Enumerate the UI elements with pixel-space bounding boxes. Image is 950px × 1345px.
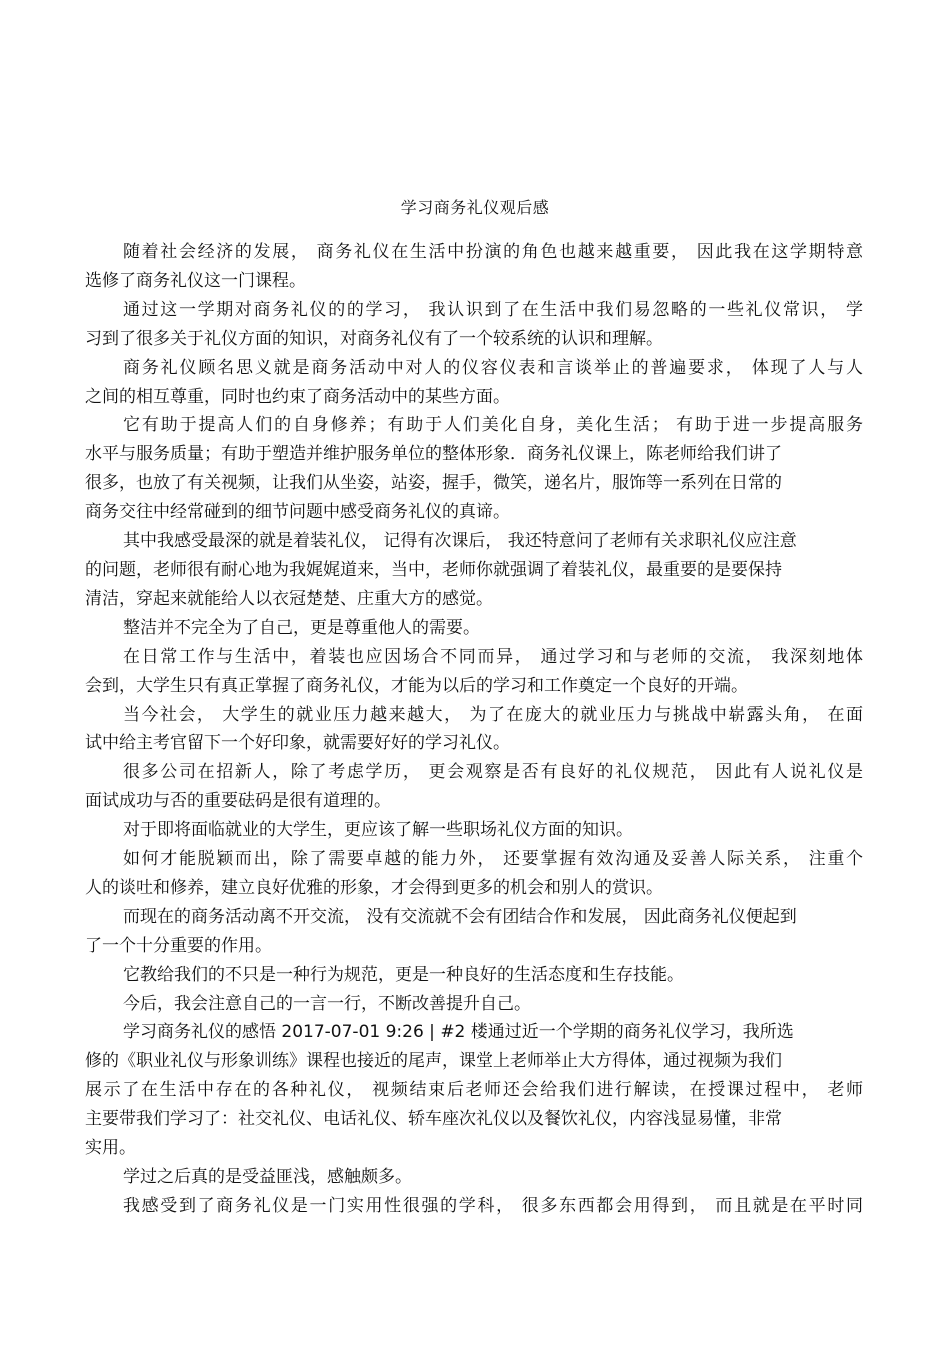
text-line: 的问题，老师很有耐心地为我娓娓道来，当中，老师你就强调了着装礼仪，最重要的是要保持 xyxy=(85,559,782,580)
text-line: 它有助于提高人们的自身修养；有助于人们美化自身，美化生活； 有助于进一步提高服务 xyxy=(123,415,863,436)
text-line: 展示了在生活中存在的各种礼仪， 视频结束后老师还会给我们进行解读，在授课过程中， 老师 xyxy=(85,1080,863,1101)
text-line: 学习商务礼仪的感悟 2017-07-01 9:26 | #2 楼通过近一个学期的商务礼仪学习，我所选 xyxy=(123,1022,794,1043)
text-line: 当今社会， 大学生的就业压力越来越大， 为了在庞大的就业压力与挑战中崭露头角， 在面 xyxy=(123,704,863,725)
text-line: 会到，大学生只有真正掌握了商务礼仪，才能为以后的学习和工作奠定一个良好的开端。 xyxy=(85,675,748,696)
document-title: 学习商务礼仪观后感 xyxy=(400,198,550,217)
text-line: 选修了商务礼仪这一门课程。 xyxy=(85,270,306,291)
text-line: 整洁并不完全为了自己，更是尊重他人的需要。 xyxy=(123,617,480,638)
text-line: 之间的相互尊重，同时也约束了商务活动中的某些方面。 xyxy=(85,386,510,407)
text-line: 其中我感受最深的就是着装礼仪， 记得有次课后， 我还特意问了老师有关求职礼仪应注意 xyxy=(123,531,797,552)
text-line: 今后，我会注意自己的一言一行，不断改善提升自己。 xyxy=(123,993,531,1014)
text-line: 学过之后真的是受益匪浅，感触颇多。 xyxy=(123,1167,412,1187)
text-line: 它教给我们的不只是一种行为规范，更是一种良好的生活态度和生存技能。 xyxy=(123,964,684,985)
text-line: 在日常工作与生活中，着装也应因场合不同而异， 通过学习和与老师的交流， 我深刻地体 xyxy=(123,646,863,667)
text-line: 而现在的商务活动离不开交流， 没有交流就不会有团结合作和发展， 因此商务礼仪便起到 xyxy=(123,906,797,927)
text-line: 人的谈吐和修养，建立良好优雅的形象，才会得到更多的机会和别人的赏识。 xyxy=(85,877,663,898)
text-line: 商务交往中经常碰到的细节问题中感受商务礼仪的真谛。 xyxy=(85,502,510,523)
text-line: 水平与服务质量；有助于塑造并维护服务单位的整体形象．商务礼仪课上，陈老师给我们讲了 xyxy=(85,444,782,465)
text-line: 随着社会经济的发展， 商务礼仪在生活中扮演的角色也越来越重要， 因此我在这学期特意 xyxy=(123,242,863,262)
text-line: 对于即将面临就业的大学生，更应该了解一些职场礼仪方面的知识。 xyxy=(123,820,633,841)
text-line: 如何才能脱颖而出，除了需要卓越的能力外， 还要掌握有效沟通及妥善人际关系， 注重个 xyxy=(123,849,863,870)
text-line: 习到了很多关于礼仪方面的知识，对商务礼仪有了一个较系统的认识和理解。 xyxy=(85,328,663,349)
text-line: 实用。 xyxy=(85,1138,136,1159)
text-line: 很多，也放了有关视频，让我们从坐姿，站姿，握手，微笑，递名片，服饰等一系列在日常的 xyxy=(85,473,782,494)
text-line: 主要带我们学习了：社交礼仪、电话礼仪、轿车座次礼仪以及餐饮礼仪，内容浅显易懂，非常 xyxy=(85,1109,782,1130)
text-line: 面试成功与否的重要砝码是很有道理的。 xyxy=(85,791,391,812)
text-line: 修的《职业礼仪与形象训练》课程也接近的尾声，课堂上老师举止大方得体，通过视频为我们 xyxy=(85,1051,782,1072)
text-line: 很多公司在招新人，除了考虑学历， 更会观察是否有良好的礼仪规范， 因此有人说礼仪是 xyxy=(123,762,863,783)
text-line: 试中给主考官留下一个好印象，就需要好好的学习礼仪。 xyxy=(85,733,510,754)
text-line: 我感受到了商务礼仪是一门实用性很强的学科， 很多东西都会用得到， 而且就是在平时同 xyxy=(123,1195,863,1216)
text-line: 了一个十分重要的作用。 xyxy=(85,935,272,956)
text-line: 清洁，穿起来就能给人以衣冠楚楚、庄重大方的感觉。 xyxy=(85,588,493,609)
text-line: 商务礼仪顾名思义就是商务活动中对人的仪容仪表和言谈举止的普遍要求， 体现了人与人 xyxy=(123,357,863,378)
text-line: 通过这一学期对商务礼仪的的学习， 我认识到了在生活中我们易忽略的一些礼仪常识， 学 xyxy=(123,299,863,320)
document-body xyxy=(85,238,863,1221)
